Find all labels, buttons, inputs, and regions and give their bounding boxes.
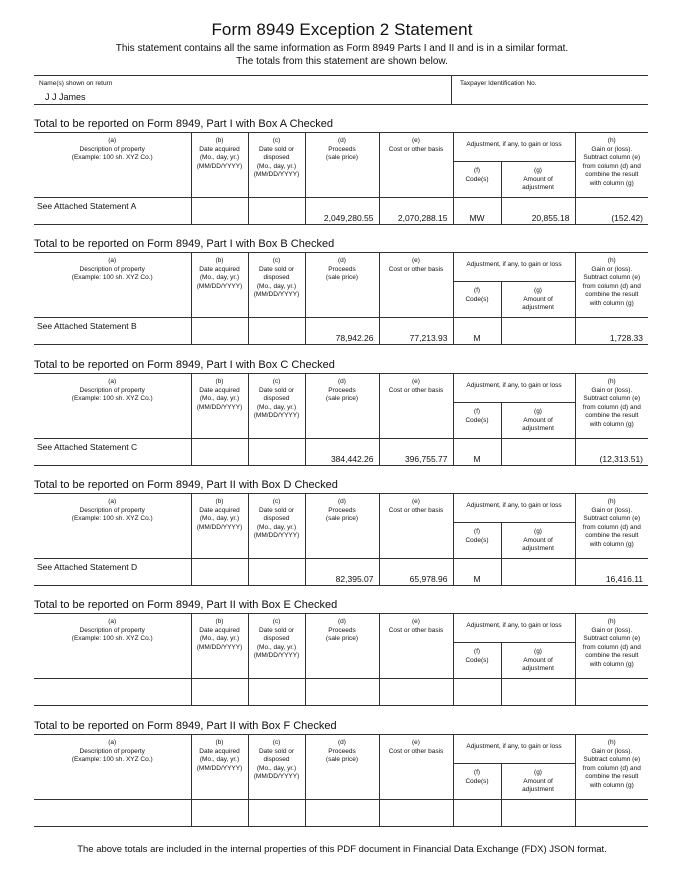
date-sold-cell <box>248 198 305 225</box>
table-row <box>34 439 648 466</box>
col-h-header: (h) Gain or (loss). Subtract column (e) from column (d) and combine the result with column (g) <box>575 253 648 318</box>
col-f-header: (f) Code(s) <box>453 523 501 559</box>
cost-cell: 77,213.93 <box>379 318 453 345</box>
date-acquired-cell <box>191 318 248 345</box>
section-table <box>34 132 648 225</box>
code-cell: M <box>453 559 501 586</box>
col-a-header: (a) Description of property (Example: 100 sh. XYZ Co.) <box>34 494 191 559</box>
col-d-header: (d) Proceeds (sale price) <box>305 133 379 198</box>
date-acquired-cell <box>191 439 248 466</box>
gain-cell <box>575 679 648 706</box>
proceeds-cell: 78,942.26 <box>305 318 379 345</box>
table-row <box>34 318 648 345</box>
col-e-header: (e) Cost or other basis <box>379 374 453 439</box>
proceeds-cell <box>305 800 379 827</box>
proceeds-cell: 82,395.07 <box>305 559 379 586</box>
date-sold-cell <box>248 439 305 466</box>
col-g-header: (g) Amount of adjustment <box>501 523 575 559</box>
col-a-header: (a) Description of property (Example: 100 sh. XYZ Co.) <box>34 133 191 198</box>
col-c-header: (c) Date sold or disposed (Mo., day, yr.) (MM/DD/YYYY) <box>248 374 305 439</box>
col-g-header: (g) Amount of adjustment <box>501 403 575 439</box>
col-a-header: (a) Description of property (Example: 100 sh. XYZ Co.) <box>34 253 191 318</box>
col-c-header: (c) Date sold or disposed (Mo., day, yr.) (MM/DD/YYYY) <box>248 133 305 198</box>
name-field <box>34 76 452 104</box>
col-a-header: (a) Description of property (Example: 100 sh. XYZ Co.) <box>34 614 191 679</box>
col-d-header: (d) Proceeds (sale price) <box>305 614 379 679</box>
adjustment-header: Adjustment, if any, to gain or loss <box>453 253 575 282</box>
section-table <box>34 373 648 466</box>
cost-cell: 396,755.77 <box>379 439 453 466</box>
col-b-header: (b) Date acquired (Mo., day, yr.) (MM/DD/YYYY) <box>191 494 248 559</box>
col-f-header: (f) Code(s) <box>453 764 501 800</box>
adjustment-header: Adjustment, if any, to gain or loss <box>453 614 575 643</box>
gain-cell: (12,313.51) <box>575 439 648 466</box>
adjustment-header: Adjustment, if any, to gain or loss <box>453 735 575 764</box>
description-cell: See Attached Statement B <box>34 318 191 345</box>
subtitle-line-1: This statement contains all the same information as Form 8949 Parts I and II and is in a similar format. <box>115 43 569 54</box>
section-title: Total to be reported on Form 8949, Part II with Box F Checked <box>34 720 337 732</box>
gain-cell: 16,416.11 <box>575 559 648 586</box>
date-sold-cell <box>248 318 305 345</box>
name-value: J J James <box>45 92 86 102</box>
date-sold-cell <box>248 559 305 586</box>
date-acquired-cell <box>191 559 248 586</box>
col-f-header: (f) Code(s) <box>453 282 501 318</box>
table-row <box>34 800 648 827</box>
footer-note: The above totals are included in the internal properties of this PDF document in Financial Data Exchange (FDX) JSON format. <box>77 844 607 855</box>
col-d-header: (d) Proceeds (sale price) <box>305 253 379 318</box>
col-h-header: (h) Gain or (loss). Subtract column (e) from column (d) and combine the result with column (g) <box>575 614 648 679</box>
col-h-header: (h) Gain or (loss). Subtract column (e) from column (d) and combine the result with column (g) <box>575 735 648 800</box>
date-sold-cell <box>248 679 305 706</box>
col-a-header: (a) Description of property (Example: 100 sh. XYZ Co.) <box>34 735 191 800</box>
col-f-header: (f) Code(s) <box>453 403 501 439</box>
tin-label: Taxpayer Identification No. <box>460 80 537 87</box>
taxpayer-info-box <box>34 75 648 105</box>
cost-cell: 2,070,288.15 <box>379 198 453 225</box>
code-cell: M <box>453 318 501 345</box>
date-sold-cell <box>248 800 305 827</box>
col-b-header: (b) Date acquired (Mo., day, yr.) (MM/DD/YYYY) <box>191 253 248 318</box>
col-e-header: (e) Cost or other basis <box>379 614 453 679</box>
code-cell <box>453 679 501 706</box>
date-acquired-cell <box>191 800 248 827</box>
table-row <box>34 198 648 225</box>
page-title: Form 8949 Exception 2 Statement <box>211 20 473 39</box>
col-g-header: (g) Amount of adjustment <box>501 643 575 679</box>
col-f-header: (f) Code(s) <box>453 643 501 679</box>
adjustment-header: Adjustment, if any, to gain or loss <box>453 494 575 523</box>
col-c-header: (c) Date sold or disposed (Mo., day, yr.) (MM/DD/YYYY) <box>248 735 305 800</box>
col-d-header: (d) Proceeds (sale price) <box>305 494 379 559</box>
description-cell <box>34 679 191 706</box>
description-cell: See Attached Statement C <box>34 439 191 466</box>
section-title: Total to be reported on Form 8949, Part II with Box E Checked <box>34 599 338 611</box>
table-row <box>34 679 648 706</box>
col-e-header: (e) Cost or other basis <box>379 253 453 318</box>
gain-cell: (152.42) <box>575 198 648 225</box>
adjustment-cell <box>501 800 575 827</box>
col-d-header: (d) Proceeds (sale price) <box>305 735 379 800</box>
date-acquired-cell <box>191 198 248 225</box>
subtitle-line-2: The totals from this statement are shown below. <box>236 56 448 67</box>
adjustment-cell <box>501 679 575 706</box>
proceeds-cell <box>305 679 379 706</box>
proceeds-cell: 2,049,280.55 <box>305 198 379 225</box>
adjustment-cell <box>501 318 575 345</box>
code-cell: MW <box>453 198 501 225</box>
description-cell: See Attached Statement A <box>34 198 191 225</box>
col-f-header: (f) Code(s) <box>453 162 501 198</box>
col-e-header: (e) Cost or other basis <box>379 133 453 198</box>
adjustment-cell <box>501 439 575 466</box>
adjustment-cell: 20,855.18 <box>501 198 575 225</box>
code-cell <box>453 800 501 827</box>
col-d-header: (d) Proceeds (sale price) <box>305 374 379 439</box>
col-g-header: (g) Amount of adjustment <box>501 162 575 198</box>
col-b-header: (b) Date acquired (Mo., day, yr.) (MM/DD/YYYY) <box>191 133 248 198</box>
col-g-header: (g) Amount of adjustment <box>501 282 575 318</box>
code-cell: M <box>453 439 501 466</box>
adjustment-cell <box>501 559 575 586</box>
col-c-header: (c) Date sold or disposed (Mo., day, yr.) (MM/DD/YYYY) <box>248 494 305 559</box>
col-a-header: (a) Description of property (Example: 100 sh. XYZ Co.) <box>34 374 191 439</box>
section-table <box>34 252 648 345</box>
col-c-header: (c) Date sold or disposed (Mo., day, yr.) (MM/DD/YYYY) <box>248 614 305 679</box>
section-title: Total to be reported on Form 8949, Part II with Box D Checked <box>34 479 338 491</box>
cost-cell <box>379 800 453 827</box>
section-table <box>34 613 648 706</box>
col-c-header: (c) Date sold or disposed (Mo., day, yr.) (MM/DD/YYYY) <box>248 253 305 318</box>
col-b-header: (b) Date acquired (Mo., day, yr.) (MM/DD/YYYY) <box>191 374 248 439</box>
description-cell: See Attached Statement D <box>34 559 191 586</box>
gain-cell: 1,728.33 <box>575 318 648 345</box>
description-cell <box>34 800 191 827</box>
section-title: Total to be reported on Form 8949, Part I with Box B Checked <box>34 238 335 250</box>
gain-cell <box>575 800 648 827</box>
col-g-header: (g) Amount of adjustment <box>501 764 575 800</box>
cost-cell: 65,978.96 <box>379 559 453 586</box>
section-title: Total to be reported on Form 8949, Part I with Box A Checked <box>34 118 333 130</box>
col-e-header: (e) Cost or other basis <box>379 494 453 559</box>
col-b-header: (b) Date acquired (Mo., day, yr.) (MM/DD/YYYY) <box>191 735 248 800</box>
col-h-header: (h) Gain or (loss). Subtract column (e) from column (d) and combine the result with column (g) <box>575 374 648 439</box>
section-table <box>34 493 648 586</box>
col-h-header: (h) Gain or (loss). Subtract column (e) from column (d) and combine the result with column (g) <box>575 494 648 559</box>
adjustment-header: Adjustment, if any, to gain or loss <box>453 374 575 403</box>
proceeds-cell: 384,442.26 <box>305 439 379 466</box>
date-acquired-cell <box>191 679 248 706</box>
adjustment-header: Adjustment, if any, to gain or loss <box>453 133 575 162</box>
cost-cell <box>379 679 453 706</box>
section-table <box>34 734 648 827</box>
col-h-header: (h) Gain or (loss). Subtract column (e) from column (d) and combine the result with column (g) <box>575 133 648 198</box>
name-label: Name(s) shown on return <box>39 80 113 87</box>
col-b-header: (b) Date acquired (Mo., day, yr.) (MM/DD/YYYY) <box>191 614 248 679</box>
section-title: Total to be reported on Form 8949, Part I with Box C Checked <box>34 359 335 371</box>
table-row <box>34 559 648 586</box>
col-e-header: (e) Cost or other basis <box>379 735 453 800</box>
